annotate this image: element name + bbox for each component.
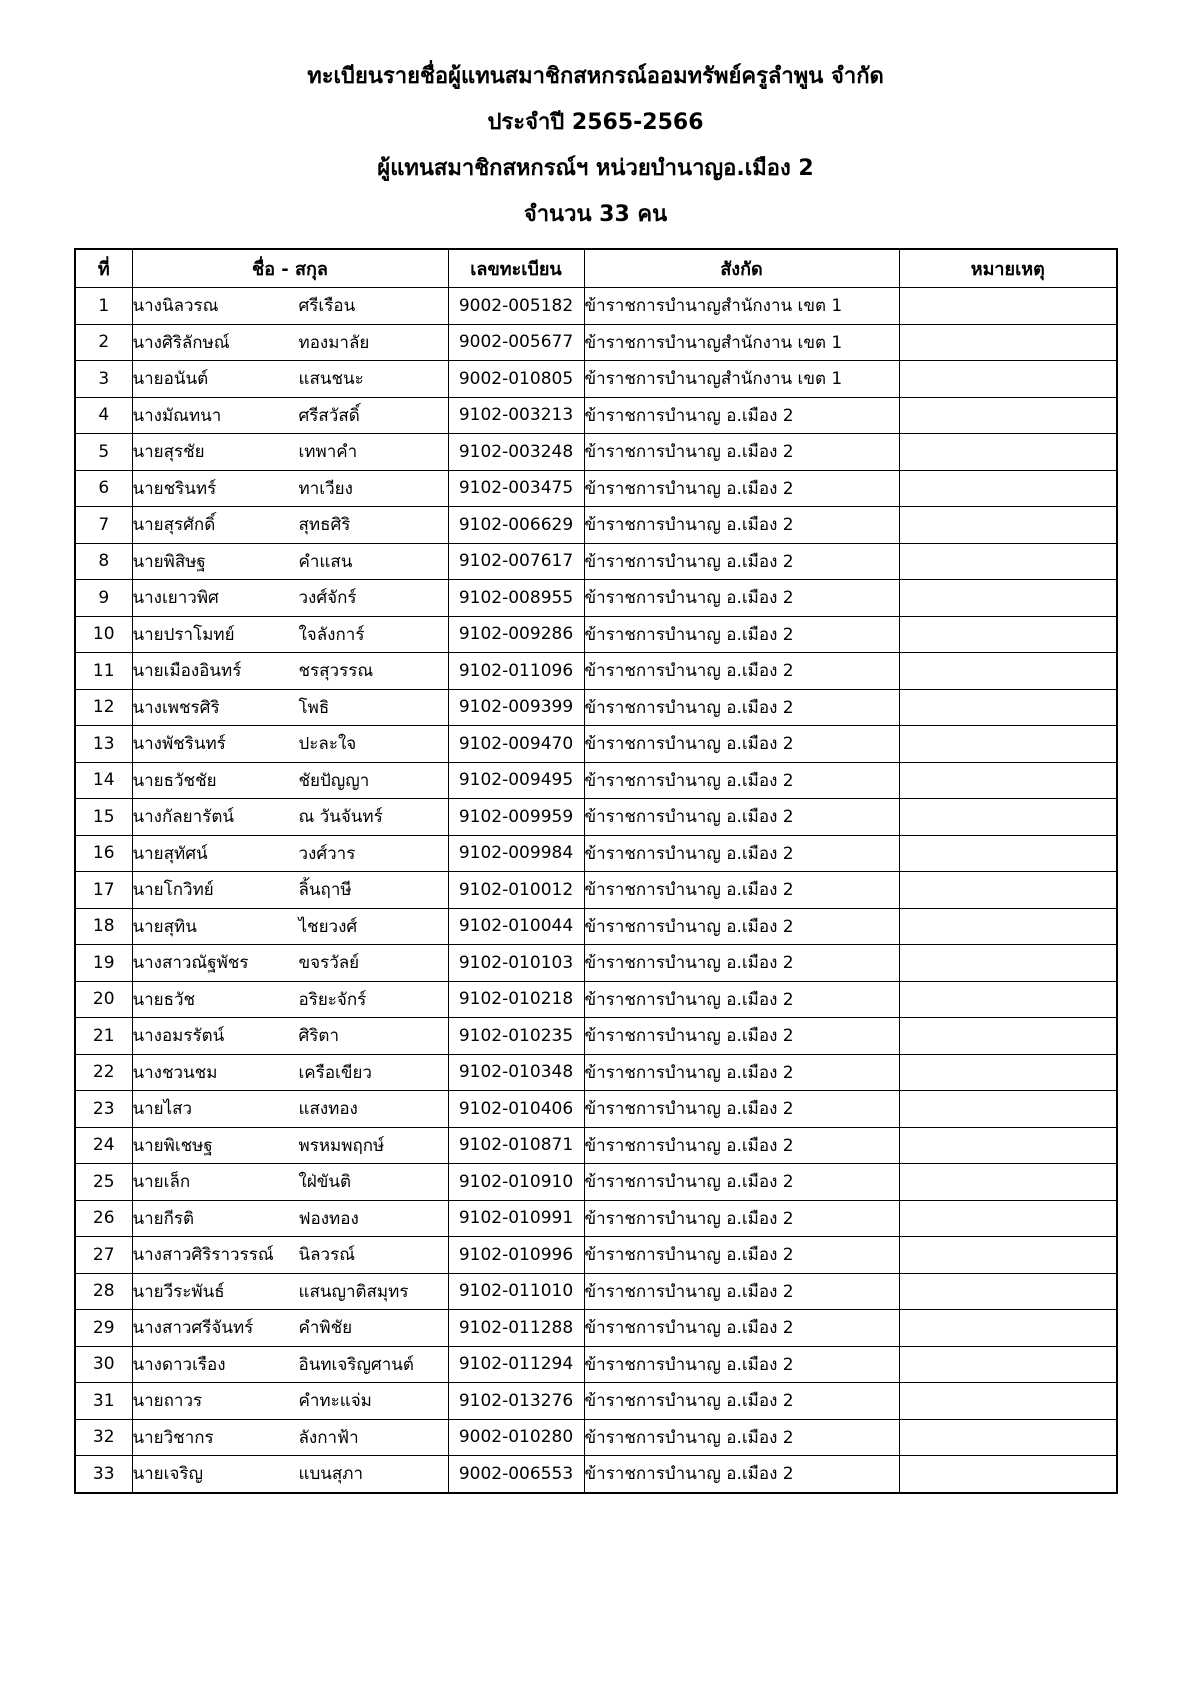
- registration-number: 9102-007617: [448, 543, 584, 580]
- affiliation: ข้าราชการบำนาญ อ.เมือง 2: [584, 1237, 899, 1274]
- member-last-name: ขจรวัลย์: [298, 953, 360, 974]
- member-last-name: ใจลังการ์: [298, 624, 365, 645]
- member-name-cell: [132, 1273, 448, 1310]
- row-number: 25: [75, 1164, 132, 1201]
- note-cell: [899, 1346, 1117, 1383]
- row-number: 23: [75, 1091, 132, 1128]
- affiliation: ข้าราชการบำนาญสำนักงาน เขต 1: [584, 288, 899, 325]
- member-first-name: นายกีรติ: [132, 1208, 195, 1229]
- affiliation: ข้าราชการบำนาญ อ.เมือง 2: [584, 1164, 899, 1201]
- note-cell: [899, 580, 1117, 617]
- registration-number: 9102-010044: [448, 908, 584, 945]
- member-name-cell: [132, 1127, 448, 1164]
- table-row: [75, 872, 1117, 909]
- member-first-name: นางอมรรัตน์: [132, 1026, 225, 1047]
- table-row: [75, 1273, 1117, 1310]
- member-first-name: นายเจริญ: [132, 1464, 204, 1485]
- note-cell: [899, 434, 1117, 471]
- table-row: [75, 1091, 1117, 1128]
- member-name-cell: [132, 507, 448, 544]
- member-name-cell: [132, 1054, 448, 1091]
- member-first-name: นายถาวร: [132, 1391, 203, 1412]
- member-first-name: นายวีระพันธ์: [132, 1281, 225, 1302]
- member-name-cell: [132, 872, 448, 909]
- row-number: 27: [75, 1237, 132, 1274]
- member-name-cell: [132, 1018, 448, 1055]
- member-first-name: นางเพชรศิริ: [132, 697, 220, 718]
- affiliation: ข้าราชการบำนาญ อ.เมือง 2: [584, 1018, 899, 1055]
- member-first-name: นายปราโมทย์: [132, 624, 235, 645]
- registration-number: 9102-013276: [448, 1383, 584, 1420]
- affiliation: ข้าราชการบำนาญสำนักงาน เขต 1: [584, 324, 899, 361]
- note-cell: [899, 507, 1117, 544]
- member-last-name: ลังกาฟ้า: [298, 1427, 359, 1448]
- table-row: [75, 1456, 1117, 1493]
- affiliation: ข้าราชการบำนาญ อ.เมือง 2: [584, 543, 899, 580]
- member-name-cell: [132, 1091, 448, 1128]
- member-first-name: นางมัณทนา: [132, 405, 222, 426]
- table-body: [75, 288, 1117, 1493]
- member-last-name: แสนชนะ: [298, 369, 364, 390]
- member-first-name: นายสุรชัย: [132, 442, 205, 463]
- member-first-name: นางดาวเรือง: [132, 1354, 226, 1375]
- note-cell: [899, 799, 1117, 836]
- row-number: 5: [75, 434, 132, 471]
- registration-number: 9102-010348: [448, 1054, 584, 1091]
- note-cell: [899, 908, 1117, 945]
- note-cell: [899, 1054, 1117, 1091]
- table-row: [75, 799, 1117, 836]
- note-cell: [899, 324, 1117, 361]
- member-name-cell: [132, 1237, 448, 1274]
- affiliation: ข้าราชการบำนาญ อ.เมือง 2: [584, 580, 899, 617]
- table-row: [75, 470, 1117, 507]
- table-row: [75, 762, 1117, 799]
- table-row: [75, 616, 1117, 653]
- affiliation: ข้าราชการบำนาญ อ.เมือง 2: [584, 1091, 899, 1128]
- member-name-cell: [132, 580, 448, 617]
- member-first-name: นายวิชากร: [132, 1427, 214, 1448]
- affiliation: ข้าราชการบำนาญ อ.เมือง 2: [584, 981, 899, 1018]
- table-row: [75, 1346, 1117, 1383]
- table-row: [75, 397, 1117, 434]
- table-row: [75, 1054, 1117, 1091]
- table-row: [75, 1383, 1117, 1420]
- affiliation: ข้าราชการบำนาญ อ.เมือง 2: [584, 689, 899, 726]
- registration-number: 9102-009959: [448, 799, 584, 836]
- affiliation: ข้าราชการบำนาญ อ.เมือง 2: [584, 434, 899, 471]
- affiliation: ข้าราชการบำนาญ อ.เมือง 2: [584, 653, 899, 690]
- member-last-name: ศิริตา: [298, 1026, 340, 1047]
- member-first-name: นางเยาวพิศ: [132, 588, 219, 609]
- registration-number: 9102-009495: [448, 762, 584, 799]
- member-last-name: วงศ์วาร: [298, 843, 356, 864]
- affiliation: ข้าราชการบำนาญ อ.เมือง 2: [584, 1383, 899, 1420]
- registration-number: 9102-006629: [448, 507, 584, 544]
- row-number: 30: [75, 1346, 132, 1383]
- member-name-cell: [132, 726, 448, 763]
- note-cell: [899, 470, 1117, 507]
- registration-number: 9002-010280: [448, 1419, 584, 1456]
- row-number: 15: [75, 799, 132, 836]
- member-name-cell: [132, 324, 448, 361]
- table-row: [75, 1419, 1117, 1456]
- table-row: [75, 543, 1117, 580]
- registration-number: 9102-010991: [448, 1200, 584, 1237]
- row-number: 22: [75, 1054, 132, 1091]
- table-row: [75, 288, 1117, 325]
- affiliation: ข้าราชการบำนาญ อ.เมือง 2: [584, 799, 899, 836]
- document-header: [0, 54, 1191, 238]
- registration-number: 9002-005677: [448, 324, 584, 361]
- row-number: 4: [75, 397, 132, 434]
- member-name-cell: [132, 1419, 448, 1456]
- member-name-cell: [132, 1310, 448, 1347]
- member-last-name: สุทธศิริ: [298, 515, 351, 536]
- member-last-name: ศรีสวัสดิ์: [298, 405, 360, 426]
- member-first-name: นายเมืองอินทร์: [132, 661, 242, 682]
- registration-number: 9102-009984: [448, 835, 584, 872]
- member-name-cell: [132, 799, 448, 836]
- note-cell: [899, 762, 1117, 799]
- member-first-name: นายโกวิทย์: [132, 880, 214, 901]
- table-row: [75, 653, 1117, 690]
- registration-number: 9002-006553: [448, 1456, 584, 1493]
- member-first-name: นายเล็ก: [132, 1172, 191, 1193]
- member-last-name: ใฝ่ขันติ: [298, 1172, 352, 1193]
- member-last-name: ฟองทอง: [298, 1208, 359, 1229]
- member-first-name: นางสาวณัฐพัชร: [132, 953, 249, 974]
- note-cell: [899, 1127, 1117, 1164]
- note-cell: [899, 1419, 1117, 1456]
- note-cell: [899, 981, 1117, 1018]
- registration-number: 9102-010406: [448, 1091, 584, 1128]
- table-row: [75, 1018, 1117, 1055]
- table-row: [75, 1127, 1117, 1164]
- registration-number: 9102-009399: [448, 689, 584, 726]
- row-number: 1: [75, 288, 132, 325]
- note-cell: [899, 1310, 1117, 1347]
- member-name-cell: [132, 908, 448, 945]
- row-number: 32: [75, 1419, 132, 1456]
- column-header-note: หมายเหตุ: [899, 249, 1117, 288]
- table-row: [75, 324, 1117, 361]
- member-last-name: ไชยวงศ์: [298, 916, 358, 937]
- note-cell: [899, 288, 1117, 325]
- member-last-name: คำทะแจ่ม: [298, 1391, 372, 1412]
- member-name-cell: [132, 945, 448, 982]
- member-name-cell: [132, 689, 448, 726]
- note-cell: [899, 1091, 1117, 1128]
- table-row: [75, 507, 1117, 544]
- row-number: 19: [75, 945, 132, 982]
- row-number: 18: [75, 908, 132, 945]
- member-first-name: นางพัชรินทร์: [132, 734, 226, 755]
- member-first-name: นางสาวศิริราวรรณ์: [132, 1245, 274, 1266]
- row-number: 31: [75, 1383, 132, 1420]
- affiliation: ข้าราชการบำนาญ อ.เมือง 2: [584, 1419, 899, 1456]
- table-row: [75, 361, 1117, 398]
- note-cell: [899, 543, 1117, 580]
- member-last-name: ปะละใจ: [298, 734, 357, 755]
- column-header-no: ที่: [75, 249, 132, 288]
- registration-number: 9102-011294: [448, 1346, 584, 1383]
- member-name-cell: [132, 616, 448, 653]
- registration-number: 9002-005182: [448, 288, 584, 325]
- row-number: 2: [75, 324, 132, 361]
- registration-number: 9102-011010: [448, 1273, 584, 1310]
- table-row: [75, 981, 1117, 1018]
- table-row: [75, 945, 1117, 982]
- member-last-name: คำแสน: [298, 551, 353, 572]
- member-first-name: นางนิลวรณ: [132, 296, 219, 317]
- row-number: 16: [75, 835, 132, 872]
- registration-number: 9102-008955: [448, 580, 584, 617]
- member-first-name: นางสาวศรีจันทร์: [132, 1318, 254, 1339]
- member-name-cell: [132, 1346, 448, 1383]
- row-number: 10: [75, 616, 132, 653]
- affiliation: ข้าราชการบำนาญ อ.เมือง 2: [584, 1054, 899, 1091]
- note-cell: [899, 726, 1117, 763]
- member-last-name: เทพาคำ: [298, 442, 358, 463]
- affiliation: ข้าราชการบำนาญ อ.เมือง 2: [584, 1346, 899, 1383]
- registration-number: 9102-011096: [448, 653, 584, 690]
- table-row: [75, 1237, 1117, 1274]
- affiliation: ข้าราชการบำนาญ อ.เมือง 2: [584, 470, 899, 507]
- member-name-cell: [132, 1200, 448, 1237]
- note-cell: [899, 1018, 1117, 1055]
- affiliation: ข้าราชการบำนาญ อ.เมือง 2: [584, 507, 899, 544]
- note-cell: [899, 1237, 1117, 1274]
- member-last-name: นิลวรณ์: [298, 1245, 355, 1266]
- document-year: ประจำปี 2565-2566: [487, 110, 704, 135]
- member-last-name: ณ วันจันทร์: [298, 807, 383, 828]
- registration-number: 9102-003213: [448, 397, 584, 434]
- member-last-name: ทาเวียง: [298, 478, 353, 499]
- member-first-name: นางกัลยารัตน์: [132, 807, 234, 828]
- member-last-name: วงศ์จักร์: [298, 588, 357, 609]
- note-cell: [899, 616, 1117, 653]
- row-number: 13: [75, 726, 132, 763]
- affiliation: ข้าราชการบำนาญ อ.เมือง 2: [584, 726, 899, 763]
- affiliation: ข้าราชการบำนาญ อ.เมือง 2: [584, 616, 899, 653]
- row-number: 8: [75, 543, 132, 580]
- affiliation: ข้าราชการบำนาญ อ.เมือง 2: [584, 1310, 899, 1347]
- member-first-name: นายสุทัศน์: [132, 843, 208, 864]
- note-cell: [899, 361, 1117, 398]
- member-last-name: แสงทอง: [298, 1099, 358, 1120]
- member-name-cell: [132, 762, 448, 799]
- document-title: ทะเบียนรายชื่อผู้แทนสมาชิกสหกรณ์ออมทรัพย์ครูลำพูน จำกัด: [307, 64, 884, 89]
- row-number: 14: [75, 762, 132, 799]
- member-name-cell: [132, 835, 448, 872]
- note-cell: [899, 1456, 1117, 1493]
- affiliation: ข้าราชการบำนาญ อ.เมือง 2: [584, 1273, 899, 1310]
- registration-number: 9102-009286: [448, 616, 584, 653]
- member-first-name: นายไสว: [132, 1099, 193, 1120]
- table-row: [75, 1164, 1117, 1201]
- member-name-cell: [132, 397, 448, 434]
- member-last-name: แบนสุภา: [298, 1464, 363, 1485]
- registration-number: 9102-010218: [448, 981, 584, 1018]
- note-cell: [899, 653, 1117, 690]
- member-last-name: พรหมพฤกษ์: [298, 1135, 385, 1156]
- member-name-cell: [132, 434, 448, 471]
- member-first-name: นายสุทิน: [132, 916, 197, 937]
- table-row: [75, 1310, 1117, 1347]
- note-cell: [899, 1383, 1117, 1420]
- member-name-cell: [132, 981, 448, 1018]
- registration-number: 9102-003475: [448, 470, 584, 507]
- member-name-cell: [132, 1383, 448, 1420]
- row-number: 9: [75, 580, 132, 617]
- member-last-name: คำพิชัย: [298, 1318, 353, 1339]
- row-number: 28: [75, 1273, 132, 1310]
- affiliation: ข้าราชการบำนาญ อ.เมือง 2: [584, 1456, 899, 1493]
- row-number: 24: [75, 1127, 132, 1164]
- row-number: 12: [75, 689, 132, 726]
- note-cell: [899, 835, 1117, 872]
- member-first-name: นางชวนชม: [132, 1062, 218, 1083]
- table-row: [75, 726, 1117, 763]
- note-cell: [899, 689, 1117, 726]
- affiliation: ข้าราชการบำนาญ อ.เมือง 2: [584, 908, 899, 945]
- member-last-name: ชัยปัญญา: [298, 770, 370, 791]
- row-number: 21: [75, 1018, 132, 1055]
- column-header-registration: เลขทะเบียน: [448, 249, 584, 288]
- member-last-name: อริยะจักร์: [298, 989, 367, 1010]
- member-name-cell: [132, 653, 448, 690]
- row-number: 11: [75, 653, 132, 690]
- member-first-name: นายพิเชษฐ: [132, 1135, 213, 1156]
- affiliation: ข้าราชการบำนาญ อ.เมือง 2: [584, 1127, 899, 1164]
- table-row: [75, 1200, 1117, 1237]
- column-header-affiliation: สังกัด: [584, 249, 899, 288]
- row-number: 20: [75, 981, 132, 1018]
- row-number: 33: [75, 1456, 132, 1493]
- table-row: [75, 908, 1117, 945]
- affiliation: ข้าราชการบำนาญสำนักงาน เขต 1: [584, 361, 899, 398]
- member-first-name: นายอนันต์: [132, 369, 209, 390]
- row-number: 17: [75, 872, 132, 909]
- table-row: [75, 434, 1117, 471]
- member-name-cell: [132, 1456, 448, 1493]
- table-header-row: [75, 249, 1117, 288]
- column-header-name: ชื่อ - สกุล: [132, 249, 448, 288]
- member-last-name: ลิ้นฤาษี: [298, 880, 352, 901]
- member-last-name: ชรสุวรรณ: [298, 661, 374, 682]
- registration-number: 9102-003248: [448, 434, 584, 471]
- member-first-name: นายพิสิษฐ: [132, 551, 206, 572]
- registration-number: 9102-010996: [448, 1237, 584, 1274]
- member-first-name: นางศิริลักษณ์: [132, 332, 230, 353]
- row-number: 7: [75, 507, 132, 544]
- note-cell: [899, 1200, 1117, 1237]
- member-last-name: ศรีเรือน: [298, 296, 356, 317]
- registration-number: 9102-010103: [448, 945, 584, 982]
- member-last-name: เครือเขียว: [298, 1062, 372, 1083]
- registration-number: 9102-010871: [448, 1127, 584, 1164]
- registration-number: 9102-010235: [448, 1018, 584, 1055]
- affiliation: ข้าราชการบำนาญ อ.เมือง 2: [584, 1200, 899, 1237]
- member-name-cell: [132, 361, 448, 398]
- member-last-name: ทองมาลัย: [298, 332, 370, 353]
- affiliation: ข้าราชการบำนาญ อ.เมือง 2: [584, 762, 899, 799]
- document-unit: ผู้แทนสมาชิกสหกรณ์ฯ หน่วยบำนาญอ.เมือง 2: [377, 156, 814, 181]
- registration-number: 9102-011288: [448, 1310, 584, 1347]
- registration-number: 9002-010805: [448, 361, 584, 398]
- member-table: [74, 248, 1118, 1494]
- note-cell: [899, 397, 1117, 434]
- registration-number: 9102-010012: [448, 872, 584, 909]
- registration-number: 9102-010910: [448, 1164, 584, 1201]
- member-last-name: อินทเจริญศานต์: [298, 1354, 414, 1375]
- member-name-cell: [132, 288, 448, 325]
- row-number: 26: [75, 1200, 132, 1237]
- note-cell: [899, 945, 1117, 982]
- affiliation: ข้าราชการบำนาญ อ.เมือง 2: [584, 872, 899, 909]
- member-last-name: แสนญาติสมุทร: [298, 1281, 409, 1302]
- affiliation: ข้าราชการบำนาญ อ.เมือง 2: [584, 945, 899, 982]
- member-first-name: นายสุรศักดิ์: [132, 515, 216, 536]
- table-row: [75, 689, 1117, 726]
- member-name-cell: [132, 470, 448, 507]
- document-count: จำนวน 33 คน: [523, 202, 668, 227]
- member-first-name: นายชรินทร์: [132, 478, 217, 499]
- row-number: 29: [75, 1310, 132, 1347]
- member-first-name: นายธวัช: [132, 989, 196, 1010]
- member-name-cell: [132, 1164, 448, 1201]
- affiliation: ข้าราชการบำนาญ อ.เมือง 2: [584, 397, 899, 434]
- table-row: [75, 835, 1117, 872]
- note-cell: [899, 872, 1117, 909]
- affiliation: ข้าราชการบำนาญ อ.เมือง 2: [584, 835, 899, 872]
- note-cell: [899, 1273, 1117, 1310]
- row-number: 6: [75, 470, 132, 507]
- registration-number: 9102-009470: [448, 726, 584, 763]
- member-last-name: โพธิ: [298, 697, 330, 718]
- note-cell: [899, 1164, 1117, 1201]
- member-name-cell: [132, 543, 448, 580]
- table-row: [75, 580, 1117, 617]
- row-number: 3: [75, 361, 132, 398]
- member-first-name: นายธวัชชัย: [132, 770, 217, 791]
